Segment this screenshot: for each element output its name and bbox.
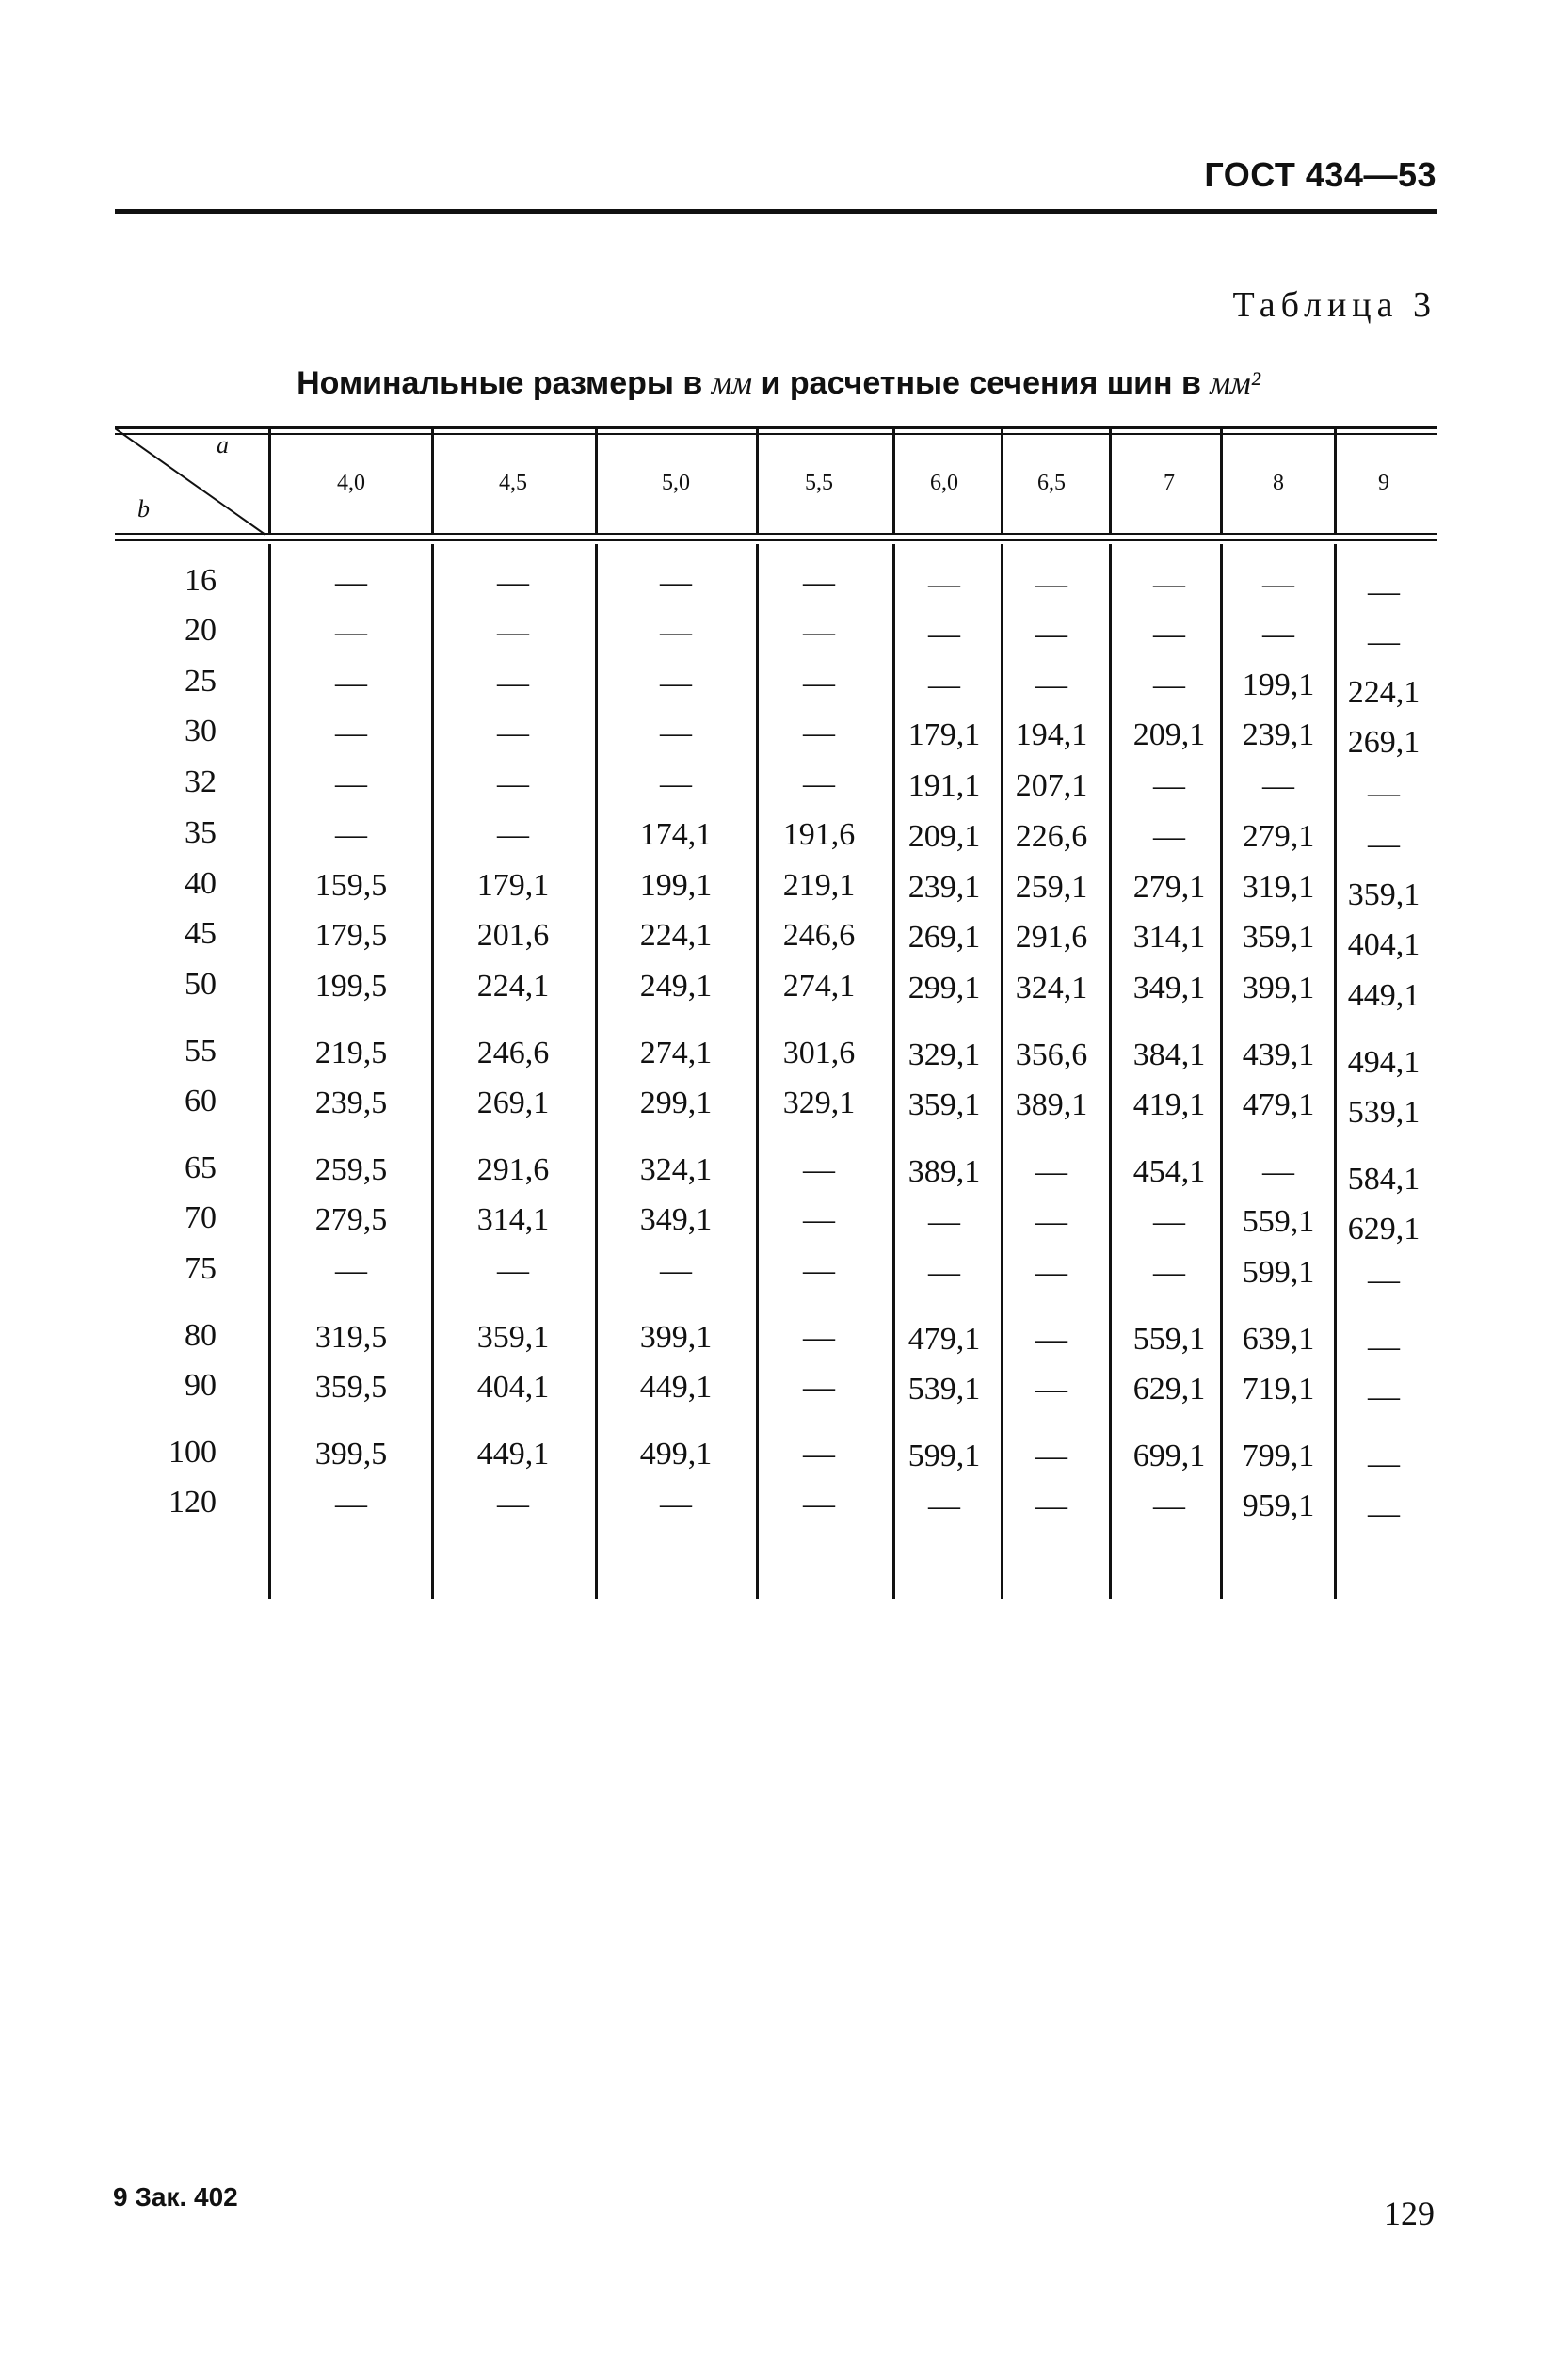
- caption-unit-mm: мм: [711, 366, 753, 401]
- table-cell: 279,1: [1242, 819, 1315, 854]
- table-top-rule-thin: [115, 433, 1437, 435]
- table-cell: 219,1: [782, 868, 856, 903]
- row-label-b: 75: [185, 1251, 217, 1286]
- table-cell: —: [1262, 567, 1294, 602]
- column-header: 6,5: [1037, 471, 1066, 495]
- row-label-b: 40: [185, 866, 217, 901]
- table-cell: —: [928, 617, 960, 651]
- table-cell: 279,5: [314, 1202, 388, 1237]
- table-cell: —: [1368, 1446, 1400, 1481]
- row-label-b: 30: [185, 714, 217, 748]
- table-cell: 191,6: [782, 817, 856, 852]
- header-bottom-rule: [115, 533, 1437, 535]
- table-cell: 699,1: [1132, 1439, 1206, 1473]
- table-cell: 449,1: [639, 1370, 713, 1405]
- table-cell: 494,1: [1347, 1045, 1421, 1080]
- table-cell: 539,1: [1347, 1095, 1421, 1130]
- table-cell: 179,5: [314, 918, 388, 953]
- row-label-b: 60: [185, 1084, 217, 1118]
- table-cell: 239,1: [907, 870, 981, 905]
- table-cell: 359,5: [314, 1370, 388, 1405]
- table-cell: 559,1: [1242, 1204, 1315, 1239]
- table-cell: —: [928, 1488, 960, 1523]
- table-cell: —: [497, 817, 529, 852]
- column-header: 7: [1164, 471, 1175, 495]
- table-cell: 301,6: [782, 1036, 856, 1070]
- table-cell: 479,1: [1242, 1087, 1315, 1122]
- table-cell: 249,1: [639, 969, 713, 1004]
- table-caption: [0, 365, 1557, 402]
- header-column-divider: [431, 428, 434, 534]
- table-cell: 599,1: [907, 1439, 981, 1473]
- table-cell: —: [1153, 567, 1185, 602]
- column-header: 6,0: [930, 471, 958, 495]
- table-cell: —: [497, 1487, 529, 1521]
- table-cell: —: [1262, 1154, 1294, 1189]
- table-cell: —: [1035, 1154, 1067, 1189]
- table-cell: 246,6: [782, 918, 856, 953]
- header-column-divider: [595, 428, 598, 534]
- table-cell: 449,1: [1347, 978, 1421, 1013]
- row-label-b: 80: [185, 1318, 217, 1353]
- table-cell: —: [660, 615, 692, 650]
- table-cell: —: [660, 565, 692, 600]
- table-cell: —: [803, 716, 835, 750]
- table-cell: 194,1: [1015, 717, 1088, 752]
- table-cell: —: [1035, 617, 1067, 651]
- document-code: ГОСТ 434—53: [1204, 155, 1437, 194]
- table-cell: 314,1: [1132, 920, 1206, 955]
- corner-label-a: a: [217, 431, 229, 458]
- table-cell: —: [1262, 768, 1294, 803]
- table-cell: 479,1: [907, 1322, 981, 1357]
- table-cell: 356,6: [1015, 1037, 1088, 1072]
- table-cell: 201,6: [476, 918, 550, 953]
- table-cell: —: [335, 766, 367, 801]
- table-cell: 199,1: [639, 868, 713, 903]
- table-cell: 399,1: [639, 1320, 713, 1355]
- table-cell: —: [1153, 1204, 1185, 1239]
- row-label-b: 20: [185, 613, 217, 648]
- table-cell: —: [803, 565, 835, 600]
- table-cell: 359,1: [476, 1320, 550, 1355]
- table-cell: —: [660, 1487, 692, 1521]
- table-cell: 439,1: [1242, 1037, 1315, 1072]
- table-cell: 329,1: [782, 1085, 856, 1120]
- table-cell: 629,1: [1347, 1212, 1421, 1246]
- column-header: 4,5: [499, 471, 527, 495]
- table-cell: —: [1368, 1379, 1400, 1414]
- table-cell: 224,1: [639, 918, 713, 953]
- table-cell: 174,1: [639, 817, 713, 852]
- table-cell: 599,1: [1242, 1255, 1315, 1290]
- table-cell: —: [497, 1253, 529, 1288]
- table-cell: —: [928, 667, 960, 702]
- table-cell: —: [928, 567, 960, 602]
- column-header: 5,0: [662, 471, 690, 495]
- table-cell: —: [1368, 776, 1400, 811]
- column-divider: [431, 544, 434, 1599]
- table-cell: —: [660, 666, 692, 700]
- table-cell: —: [1368, 1262, 1400, 1297]
- table-cell: —: [1035, 1488, 1067, 1523]
- table-cell: 959,1: [1242, 1488, 1315, 1523]
- print-order-note: 9 Зак. 402: [113, 2182, 238, 2211]
- table-cell: 389,1: [1015, 1087, 1088, 1122]
- table-cell: —: [660, 716, 692, 750]
- column-header: 4,0: [337, 471, 365, 495]
- table-cell: 389,1: [907, 1154, 981, 1189]
- caption-text-2: и расчетные сечения шин в: [752, 365, 1211, 401]
- row-label-b: 65: [185, 1150, 217, 1185]
- table-cell: —: [1035, 1372, 1067, 1407]
- row-label-b: 120: [169, 1485, 217, 1520]
- table-cell: 207,1: [1015, 768, 1088, 803]
- table-cell: —: [497, 766, 529, 801]
- table-cell: —: [803, 666, 835, 700]
- table-cell: 159,5: [314, 868, 388, 903]
- header-column-divider: [268, 428, 271, 534]
- table-cell: —: [1035, 667, 1067, 702]
- table-cell: 359,1: [1347, 877, 1421, 912]
- table-cell: —: [1153, 667, 1185, 702]
- table-cell: —: [335, 565, 367, 600]
- table-cell: 349,1: [1132, 971, 1206, 1005]
- column-header: 9: [1378, 471, 1389, 495]
- table-cell: —: [803, 766, 835, 801]
- table-cell: 719,1: [1242, 1372, 1315, 1407]
- table-cell: —: [803, 1487, 835, 1521]
- table-cell: 404,1: [1347, 927, 1421, 962]
- table-cell: 359,1: [907, 1087, 981, 1122]
- table-cell: 291,6: [476, 1152, 550, 1187]
- table-cell: —: [1368, 1496, 1400, 1531]
- row-label-b: 50: [185, 967, 217, 1002]
- table-cell: —: [1153, 819, 1185, 854]
- table-cell: 179,1: [907, 717, 981, 752]
- table-cell: 329,1: [907, 1037, 981, 1072]
- table-cell: 399,5: [314, 1437, 388, 1471]
- table-cell: 399,1: [1242, 971, 1315, 1005]
- table-cell: 584,1: [1347, 1162, 1421, 1197]
- table-cell: 559,1: [1132, 1322, 1206, 1357]
- table-cell: —: [803, 1437, 835, 1471]
- table-cell: 799,1: [1242, 1439, 1315, 1473]
- table-cell: —: [1153, 768, 1185, 803]
- table-cell: —: [803, 1253, 835, 1288]
- table-cell: 384,1: [1132, 1037, 1206, 1072]
- table-cell: 319,1: [1242, 870, 1315, 905]
- table-cell: —: [1035, 567, 1067, 602]
- row-label-b: 70: [185, 1200, 217, 1235]
- table-cell: —: [1368, 574, 1400, 609]
- table-cell: —: [497, 615, 529, 650]
- row-label-b: 55: [185, 1034, 217, 1069]
- header-column-divider: [1109, 428, 1112, 534]
- table-cell: —: [928, 1204, 960, 1239]
- table-cell: 239,1: [1242, 717, 1315, 752]
- table-cell: 224,1: [1347, 675, 1421, 710]
- table-cell: —: [1035, 1322, 1067, 1357]
- row-label-b: 35: [185, 815, 217, 850]
- table-cell: 274,1: [639, 1036, 713, 1070]
- header-bottom-rule-thin: [115, 539, 1437, 541]
- row-label-b: 32: [185, 764, 217, 799]
- header-column-divider: [756, 428, 759, 534]
- table-cell: 246,6: [476, 1036, 550, 1070]
- table-cell: 324,1: [1015, 971, 1088, 1005]
- table-cell: 539,1: [907, 1372, 981, 1407]
- row-label-b: 100: [169, 1435, 217, 1470]
- table-cell: —: [1035, 1439, 1067, 1473]
- table-cell: 319,5: [314, 1320, 388, 1355]
- table-cell: —: [335, 1253, 367, 1288]
- table-cell: —: [1035, 1255, 1067, 1290]
- table-cell: 449,1: [476, 1437, 550, 1471]
- column-header: 8: [1273, 471, 1284, 495]
- table-cell: 419,1: [1132, 1087, 1206, 1122]
- row-label-b: 16: [185, 563, 217, 598]
- table-cell: —: [497, 565, 529, 600]
- page-number: 129: [1384, 2195, 1435, 2232]
- table-cell: —: [497, 666, 529, 700]
- table-cell: —: [497, 716, 529, 750]
- table-top-rule: [115, 426, 1437, 429]
- table-cell: —: [803, 1152, 835, 1187]
- table-cell: 324,1: [639, 1152, 713, 1187]
- table-cell: —: [1368, 624, 1400, 659]
- table-cell: 274,1: [782, 969, 856, 1004]
- table-cell: —: [335, 666, 367, 700]
- row-label-b: 90: [185, 1368, 217, 1403]
- table-cell: 404,1: [476, 1370, 550, 1405]
- table-cell: —: [335, 1487, 367, 1521]
- table-cell: —: [803, 615, 835, 650]
- table-cell: 219,5: [314, 1036, 388, 1070]
- table-cell: —: [803, 1202, 835, 1237]
- column-divider: [595, 544, 598, 1599]
- table-cell: 454,1: [1132, 1154, 1206, 1189]
- table-cell: 269,1: [1347, 725, 1421, 760]
- table-cell: 629,1: [1132, 1372, 1206, 1407]
- table-cell: —: [1262, 617, 1294, 651]
- table-cell: —: [1368, 1329, 1400, 1364]
- table-cell: 191,1: [907, 768, 981, 803]
- table-cell: —: [1368, 827, 1400, 861]
- table-cell: —: [1153, 617, 1185, 651]
- row-label-b: 45: [185, 916, 217, 951]
- table-cell: —: [1153, 1488, 1185, 1523]
- table-cell: 259,5: [314, 1152, 388, 1187]
- table-cell: —: [928, 1255, 960, 1290]
- table-cell: 299,1: [639, 1085, 713, 1120]
- table-cell: 349,1: [639, 1202, 713, 1237]
- table-cell: 279,1: [1132, 870, 1206, 905]
- table-cell: 359,1: [1242, 920, 1315, 955]
- caption-text-1: Номинальные размеры в: [297, 365, 712, 401]
- table-cell: —: [1035, 1204, 1067, 1239]
- table-cell: —: [335, 716, 367, 750]
- table-cell: 209,1: [1132, 717, 1206, 752]
- table-cell: —: [660, 1253, 692, 1288]
- table-cell: 239,5: [314, 1085, 388, 1120]
- table-cell: 179,1: [476, 868, 550, 903]
- table-cell: 209,1: [907, 819, 981, 854]
- column-divider: [268, 544, 271, 1599]
- table-cell: —: [1153, 1255, 1185, 1290]
- table-cell: —: [335, 615, 367, 650]
- table-cell: 226,6: [1015, 819, 1088, 854]
- table-cell: 269,1: [907, 920, 981, 955]
- table-cell: 199,5: [314, 969, 388, 1004]
- table-cell: —: [335, 817, 367, 852]
- column-header: 5,5: [805, 471, 833, 495]
- table-cell: 224,1: [476, 969, 550, 1004]
- corner-label-b: b: [137, 495, 150, 523]
- table-cell: 639,1: [1242, 1322, 1315, 1357]
- table-cell: 259,1: [1015, 870, 1088, 905]
- caption-unit-mm2: мм²: [1210, 366, 1260, 401]
- table-cell: 314,1: [476, 1202, 550, 1237]
- table-cell: 499,1: [639, 1437, 713, 1471]
- table-cell: —: [660, 766, 692, 801]
- table-cell: 291,6: [1015, 920, 1088, 955]
- table-cell: 269,1: [476, 1085, 550, 1120]
- table-cell: 299,1: [907, 971, 981, 1005]
- row-label-b: 25: [185, 664, 217, 699]
- table-label: Таблица 3: [1232, 285, 1437, 325]
- table-cell: 199,1: [1242, 667, 1315, 702]
- table-cell: —: [803, 1370, 835, 1405]
- header-rule: [115, 209, 1437, 214]
- table-cell: —: [803, 1320, 835, 1355]
